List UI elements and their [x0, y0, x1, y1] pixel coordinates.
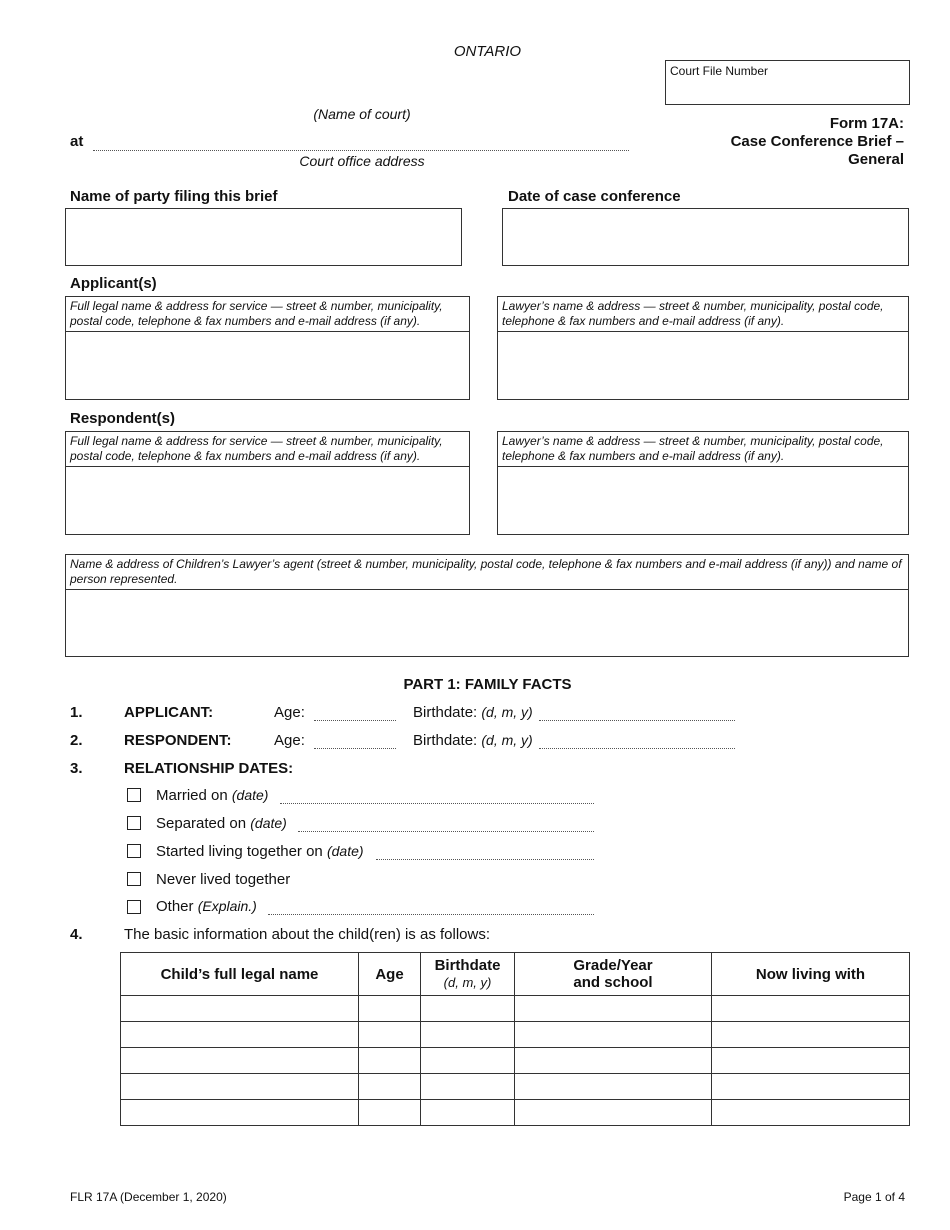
table-cell[interactable] — [121, 1022, 359, 1048]
applicant-party-caption: Full legal name & address for service — street & number, municipality, postal code, telephone & fax numbers and e-mail address (if any). — [66, 297, 469, 332]
table-row — [121, 1074, 910, 1100]
table-cell[interactable] — [515, 1048, 712, 1074]
table-row — [121, 996, 910, 1022]
respondent-lawyer-box[interactable] — [497, 431, 909, 535]
applicant-birthdate-field[interactable] — [539, 720, 735, 721]
table-cell[interactable] — [359, 1074, 421, 1100]
respondent-party-caption: Full legal name & address for service — street & number, municipality, postal code, telephone & fax numbers and e-mail address (if any). — [66, 432, 469, 467]
item1-number: 1. — [70, 704, 83, 721]
table-cell[interactable] — [515, 1022, 712, 1048]
table-cell[interactable] — [515, 1100, 712, 1126]
table-row — [121, 1100, 910, 1126]
respondent-party-box[interactable] — [65, 431, 470, 535]
name-of-court-caption: (Name of court) — [313, 106, 411, 122]
applicant-birthdate-label: Birthdate: (d, m, y) — [413, 704, 533, 721]
court-file-number-label: Court File Number — [670, 64, 769, 78]
col-now-living-with: Now living with — [712, 953, 910, 996]
married-label: Married on (date) — [156, 787, 269, 804]
respondents-heading: Respondent(s) — [70, 410, 175, 427]
applicant-lawyer-box[interactable] — [497, 296, 909, 400]
applicant-lawyer-caption: Lawyer’s name & address — street & number, municipality, postal code, telephone & fax numbers and e-mail address (if any). — [498, 297, 908, 332]
children-table-header — [121, 953, 910, 996]
table-cell[interactable] — [359, 996, 421, 1022]
at-label: at — [70, 133, 84, 150]
table-cell[interactable] — [121, 996, 359, 1022]
applicants-heading: Applicant(s) — [70, 275, 157, 292]
relationship-dates-label: RELATIONSHIP DATES: — [124, 760, 294, 777]
table-cell[interactable] — [712, 1074, 910, 1100]
table-row — [121, 1022, 910, 1048]
table-cell[interactable] — [121, 1100, 359, 1126]
table-cell[interactable] — [421, 1074, 515, 1100]
other-checkbox[interactable] — [127, 900, 141, 914]
table-cell[interactable] — [421, 1022, 515, 1048]
col-birthdate: Birthdate (d, m, y) — [421, 953, 515, 996]
table-cell[interactable] — [712, 1022, 910, 1048]
started-living-together-label: Started living together on (date) — [156, 843, 364, 860]
jurisdiction-title: ONTARIO — [453, 43, 522, 60]
party-filing-label: Name of party filing this brief — [70, 188, 278, 205]
separated-label: Separated on (date) — [156, 815, 287, 832]
table-cell[interactable] — [712, 996, 910, 1022]
started-living-together-checkbox[interactable] — [127, 844, 141, 858]
table-cell[interactable] — [421, 1048, 515, 1074]
footer-form-id: FLR 17A (December 1, 2020) — [70, 1190, 227, 1204]
court-office-address-line[interactable] — [93, 150, 629, 151]
table-cell[interactable] — [359, 1048, 421, 1074]
table-cell[interactable] — [121, 1074, 359, 1100]
form-number: Form 17A: — [829, 115, 904, 132]
childrens-lawyer-caption: Name & address of Children’s Lawyer’s agent (street & number, municipality, postal code, telephone & fax numbers and e-mail address (if any)) and name of person represented. — [66, 555, 908, 590]
table-cell[interactable] — [121, 1048, 359, 1074]
part1-heading: PART 1: FAMILY FACTS — [403, 676, 572, 693]
table-cell[interactable] — [712, 1100, 910, 1126]
table-row — [121, 1048, 910, 1074]
married-date-field[interactable] — [280, 803, 594, 804]
applicant-age-field[interactable] — [314, 720, 396, 721]
respondent-birthdate-label: Birthdate: (d, m, y) — [413, 732, 533, 749]
item3-number: 3. — [70, 760, 83, 777]
respondent-lawyer-caption: Lawyer’s name & address — street & number, municipality, postal code, telephone & fax numbers and e-mail address (if any). — [498, 432, 908, 467]
footer-page-number: Page 1 of 4 — [843, 1190, 905, 1204]
party-filing-field[interactable] — [65, 208, 462, 266]
married-checkbox[interactable] — [127, 788, 141, 802]
col-age: Age — [359, 953, 421, 996]
table-cell[interactable] — [421, 996, 515, 1022]
children-table — [120, 952, 910, 1126]
item2-number: 2. — [70, 732, 83, 749]
form-title-line1: Case Conference Brief – — [730, 133, 904, 150]
separated-checkbox[interactable] — [127, 816, 141, 830]
respondent-age-field[interactable] — [314, 748, 396, 749]
table-cell[interactable] — [421, 1100, 515, 1126]
table-cell[interactable] — [515, 1074, 712, 1100]
applicant-party-box[interactable] — [65, 296, 470, 400]
court-office-caption: Court office address — [299, 153, 425, 169]
childrens-lawyer-box[interactable] — [65, 554, 909, 657]
col-grade-school: Grade/Year and school — [515, 953, 712, 996]
item4-number: 4. — [70, 926, 83, 943]
case-conference-date-field[interactable] — [502, 208, 909, 266]
respondent-age-label: Age: — [274, 732, 305, 749]
col-child-name: Child’s full legal name — [121, 953, 359, 996]
court-file-number-field[interactable] — [665, 60, 910, 105]
other-label: Other (Explain.) — [156, 898, 257, 915]
applicant-age-label: Age: — [274, 704, 305, 721]
case-conference-date-label: Date of case conference — [508, 188, 681, 205]
respondent-label: RESPONDENT: — [124, 732, 232, 749]
table-cell[interactable] — [359, 1022, 421, 1048]
form-title-line2: General — [848, 151, 904, 168]
started-living-together-date-field[interactable] — [376, 859, 594, 860]
table-cell[interactable] — [712, 1048, 910, 1074]
respondent-birthdate-field[interactable] — [539, 748, 735, 749]
applicant-label: APPLICANT: — [124, 704, 214, 721]
table-cell[interactable] — [515, 996, 712, 1022]
other-explain-field[interactable] — [268, 914, 594, 915]
table-cell[interactable] — [359, 1100, 421, 1126]
separated-date-field[interactable] — [298, 831, 594, 832]
children-info-intro: The basic information about the child(ren) is as follows: — [124, 926, 491, 943]
never-lived-together-label: Never lived together — [156, 871, 291, 888]
never-lived-together-checkbox[interactable] — [127, 872, 141, 886]
